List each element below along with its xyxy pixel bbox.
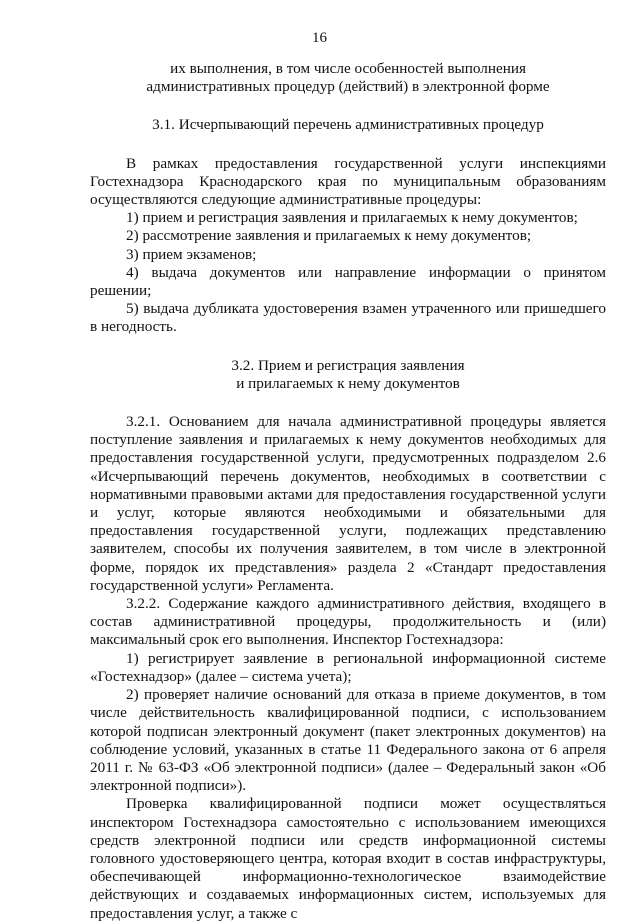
- procedure-item-2: 2) рассмотрение заявления и прилагаемых к нему документов;: [126, 227, 532, 245]
- section-3-1-intro: В рамках предоставления государственной услуги инспекциями Гостехнадзора Краснодарского края по муниципальным образованиям осуществляются следующие административные процедуры:: [90, 154, 606, 209]
- subitem-1: 1) регистрирует заявление в региональной информационной системе «Гостехнадзор» (далее – система учета);: [90, 649, 606, 685]
- header-line-1: их выполнения, в том числе особенностей выполнения: [170, 60, 526, 77]
- section-3-1-title: 3.1. Исчерпывающий перечень административных процедур: [152, 116, 544, 134]
- paragraph-3-2-2: 3.2.2. Содержание каждого административного действия, входящего в состав административной процедуры, продолжительность и (или) максимальный срок его выполнения. Инспектор Гостехнадзора:: [90, 595, 606, 649]
- procedure-item-1: 1) прием и регистрация заявления и прилагаемых к нему документов;: [126, 209, 578, 227]
- procedure-item-3: 3) прием экзаменов;: [126, 245, 257, 263]
- page-content: [90, 60, 606, 923]
- header-line-2: административных процедур (действий) в электронной форме: [146, 78, 550, 96]
- procedure-item-4: 4) выдача документов или направление информации о принятом решении;: [90, 263, 606, 300]
- paragraph-signature-check: Проверка квалифицированной подписи может осуществляться инспектором Гостехнадзора самостоятельно с использованием имеющихся средств электронной подписи или средств информационной системы головного удостоверяющего центра, которая входит в состав инфраструктуры, обеспечивающей информационно-технологическое взаимодействие действующих и создаваемых информационных систем, используемых для предоставления услуг, а также с: [90, 795, 606, 922]
- paragraph-3-2-1: 3.2.1. Основанием для начала административной процедуры является поступление заявления и прилагаемых к нему документов необходимых для предоставления государственной услуги, предусмотренных подразделом 2.6 «Исчерпывающий перечень документов, необходимых в соответствии с нормативными правовыми актами для предоставления государственной услуги и услуг, которые являются необходимыми и обязательными для предоставления государственной услуги, подлежащих представлению заявителем, способы их получения заявителем, в том числе в электронной форме, порядок их представления» раздела 2 «Стандарт предоставления государственной услуги» Регламента.: [90, 413, 606, 594]
- section-3-2-title-line-1: 3.2. Прием и регистрация заявления: [231, 356, 465, 374]
- section-3-2-title-line-2: и прилагаемых к нему документов: [236, 374, 460, 392]
- procedure-item-5: 5) выдача дубликата удостоверения взамен утраченного или пришедшего в негодность.: [90, 300, 606, 336]
- subitem-2: 2) проверяет наличие оснований для отказа в приеме документов, в том числе действительность квалифицированной подписи, с использованием которой подписан электронный документ (пакет электронных документов) на соблюдение условий, указанных в статье 11 Федерального закона от 6 апреля 2011 г. № 63-ФЗ «Об электронной подписи» (далее – Федеральный закон «Об электронной подписи»).: [90, 686, 606, 795]
- page-number: 16: [312, 30, 327, 46]
